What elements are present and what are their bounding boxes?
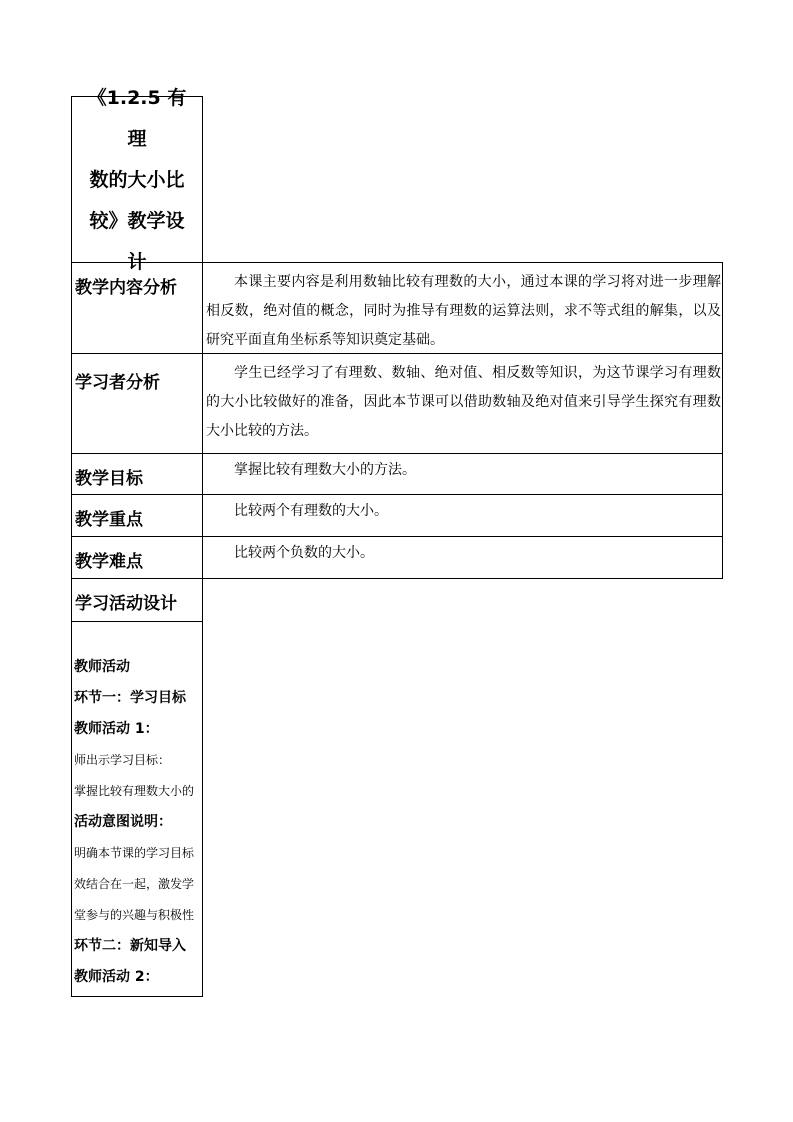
row-content-text: 学生已经学习了有理数、数轴、绝对值、相反数等知识，为这节课学习有理数的大小比较做好的准备，因此本节课可以借助数轴及绝对值来引导学生探究有理数大小比较的方法。 xyxy=(206,365,721,439)
title-line: 计 xyxy=(127,251,147,273)
row-content-text: 比较两个负数的大小。 xyxy=(234,545,374,561)
activity-line: 教师活动 2： xyxy=(74,969,159,985)
row-content-key-point xyxy=(202,494,723,537)
activity-design-label: 学习活动设计 xyxy=(75,594,177,614)
row-content-text: 本课主要内容是利用数轴比较有理数的大小，通过本课的学习将对进一步理解相反数，绝对值的概念，同时为推导有理数的运算法则，求不等式组的解集，以及研究平面直角坐标系等知识奠定基础。 xyxy=(206,274,721,348)
title-line: 数的大小比 xyxy=(89,169,185,191)
document-title xyxy=(87,78,187,283)
row-content-difficult-point xyxy=(202,536,723,579)
row-label-text: 教学目标 xyxy=(75,469,143,489)
activity-line: 效结合在一起，激发学 xyxy=(74,877,195,891)
activity-line: 师出示学习目标： xyxy=(74,753,171,767)
row-content-learner-analysis xyxy=(202,353,723,454)
activity-line: 掌握比较有理数大小的 xyxy=(74,784,195,798)
activity-design-label-cell xyxy=(71,578,203,622)
row-label-text: 教学难点 xyxy=(75,552,143,572)
row-label-difficult-point xyxy=(71,536,203,579)
row-label-key-point xyxy=(71,494,203,537)
row-content-teaching-goal xyxy=(202,453,723,495)
row-label-text: 教学重点 xyxy=(75,510,143,530)
activity-line: 活动意图说明： xyxy=(74,814,172,830)
row-content-text: 比较两个有理数的大小。 xyxy=(234,503,388,519)
row-label-teaching-goal xyxy=(71,453,203,495)
activity-line: 明确本节课的学习目标 xyxy=(74,846,195,860)
row-label-text: 教学内容分析 xyxy=(75,278,177,298)
activity-line: 教师活动 xyxy=(74,659,130,675)
row-content-text: 掌握比较有理数大小的方法。 xyxy=(234,462,416,478)
title-line: 较》教学设 xyxy=(89,210,185,232)
document-title-cell xyxy=(71,87,203,273)
title-line: 《1.2.5 有理 xyxy=(87,87,187,150)
activity-line: 堂参与的兴趣与积极性 xyxy=(74,908,195,922)
row-label-content-analysis xyxy=(71,262,203,354)
activity-line: 环节一：学习目标 xyxy=(74,690,186,706)
row-label-text: 学习者分析 xyxy=(75,373,160,393)
row-content-content-analysis xyxy=(202,262,723,354)
activity-line: 环节二：新知导入 xyxy=(74,938,186,954)
row-label-learner-analysis xyxy=(71,353,203,454)
activity-design-content xyxy=(71,621,203,997)
activity-line: 教师活动 1： xyxy=(74,721,159,737)
